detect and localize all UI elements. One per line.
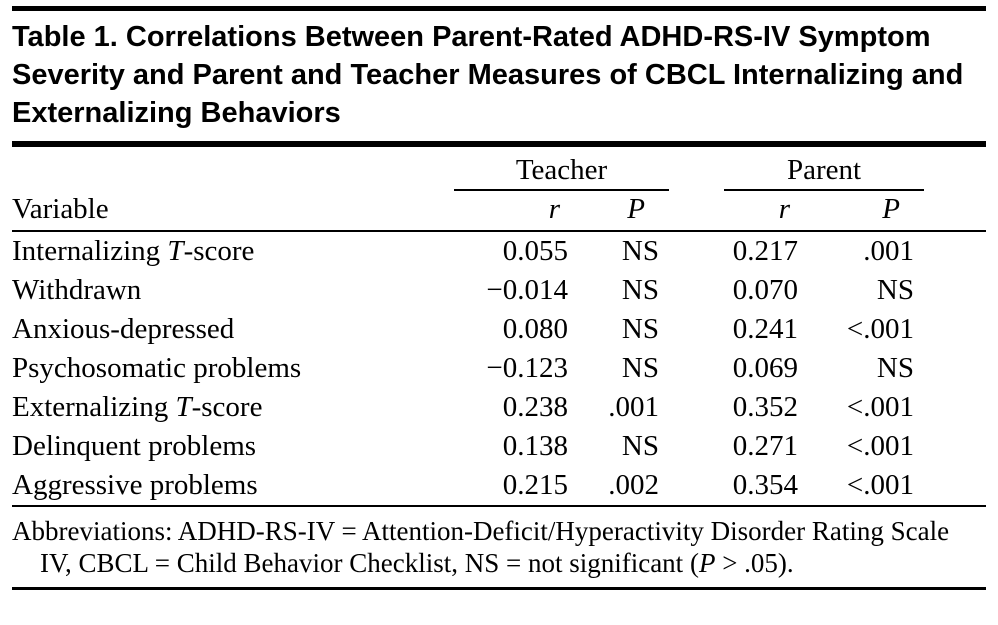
sub-header-row	[12, 190, 986, 231]
title-rule	[12, 141, 986, 147]
column-gap	[669, 310, 724, 349]
cell-variable: Externalizing T-score	[12, 391, 263, 423]
header-teacher-r: r	[454, 190, 574, 231]
table-row	[12, 349, 986, 388]
cell-teacher-r: 0.138	[502, 430, 568, 462]
blank-cell	[924, 388, 986, 427]
cell-teacher-r: 0.238	[502, 391, 568, 423]
table-row	[12, 388, 986, 427]
cell-parent-r: 0.069	[732, 352, 798, 384]
column-gap	[669, 349, 724, 388]
cell-teacher-p: NS	[621, 352, 659, 384]
column-gap	[669, 271, 724, 310]
cell-teacher-r: 0.055	[502, 235, 568, 267]
cell-parent-p: <.001	[846, 391, 914, 423]
cell-teacher-p: NS	[621, 430, 659, 462]
blank-cell	[924, 310, 986, 349]
cell-variable: Aggressive problems	[12, 466, 454, 506]
table-head	[12, 151, 986, 231]
cell-teacher-p: .001	[608, 391, 659, 423]
cell-parent-p: <.001	[846, 430, 914, 462]
cell-parent-p: .001	[863, 235, 914, 267]
cell-teacher-r: −0.123	[486, 352, 568, 384]
cell-teacher-p: NS	[621, 274, 659, 306]
cell-parent-p: <.001	[846, 313, 914, 345]
header-parent-r: r	[724, 190, 804, 231]
column-gap	[669, 190, 724, 231]
blank-cell	[924, 349, 986, 388]
blank-cell	[924, 427, 986, 466]
cell-variable: Anxious-depressed	[12, 313, 235, 345]
column-gap	[669, 427, 724, 466]
blank-cell	[924, 231, 986, 271]
cell-variable: Psychosomatic problems	[12, 352, 302, 384]
column-gap	[669, 151, 724, 190]
cell-teacher-p: NS	[621, 313, 659, 345]
cell-teacher-p: NS	[621, 235, 659, 267]
col-group-teacher: Teacher	[454, 151, 669, 190]
cell-parent-p: NS	[876, 352, 914, 384]
bottom-rule	[12, 587, 986, 590]
cell-teacher-p: .002	[574, 466, 669, 506]
blank-cell	[924, 151, 986, 190]
table-body	[12, 231, 986, 506]
cell-parent-p: NS	[876, 274, 914, 306]
table-row	[12, 231, 986, 271]
column-gap	[669, 388, 724, 427]
cell-parent-r: 0.070	[732, 274, 798, 306]
table-title: Table 1. Correlations Between Parent-Rated ADHD-RS-IV Symptom Severity and Parent and Teacher Measures of CBCL Internalizing and Externalizing Behaviors	[12, 21, 964, 129]
table-row	[12, 310, 986, 349]
blank-cell	[924, 271, 986, 310]
cell-parent-p: <.001	[804, 466, 924, 506]
cell-teacher-r: 0.080	[502, 313, 568, 345]
column-gap	[669, 466, 724, 506]
blank-cell	[924, 466, 986, 506]
correlation-table	[12, 151, 986, 507]
cell-parent-r: 0.354	[724, 466, 804, 506]
col-group-parent: Parent	[724, 151, 924, 190]
cell-variable: Internalizing T-score	[12, 235, 255, 267]
header-variable: Variable	[12, 190, 454, 231]
blank-cell	[12, 151, 454, 190]
table-row	[12, 427, 986, 466]
cell-variable: Withdrawn	[12, 274, 142, 306]
header-teacher-p: P	[574, 190, 669, 231]
cell-parent-r: 0.217	[732, 235, 798, 267]
group-header-row	[12, 151, 986, 190]
column-gap	[669, 231, 724, 271]
cell-variable: Delinquent problems	[12, 430, 257, 462]
cell-parent-r: 0.271	[732, 430, 798, 462]
table-row	[12, 271, 986, 310]
footnote: Abbreviations: ADHD-RS-IV = Attention-Deficit/Hyperactivity Disorder Rating Scale IV, CBCL = Child Behavior Checklist, NS = not significant (P > .05).	[12, 516, 950, 578]
blank-cell	[924, 190, 986, 231]
cell-parent-r: 0.352	[732, 391, 798, 423]
page	[0, 6, 998, 590]
cell-teacher-r: −0.014	[486, 274, 568, 306]
header-parent-p: P	[804, 190, 924, 231]
cell-parent-r: 0.241	[732, 313, 798, 345]
cell-teacher-r: 0.215	[454, 466, 574, 506]
table-row	[12, 466, 986, 506]
